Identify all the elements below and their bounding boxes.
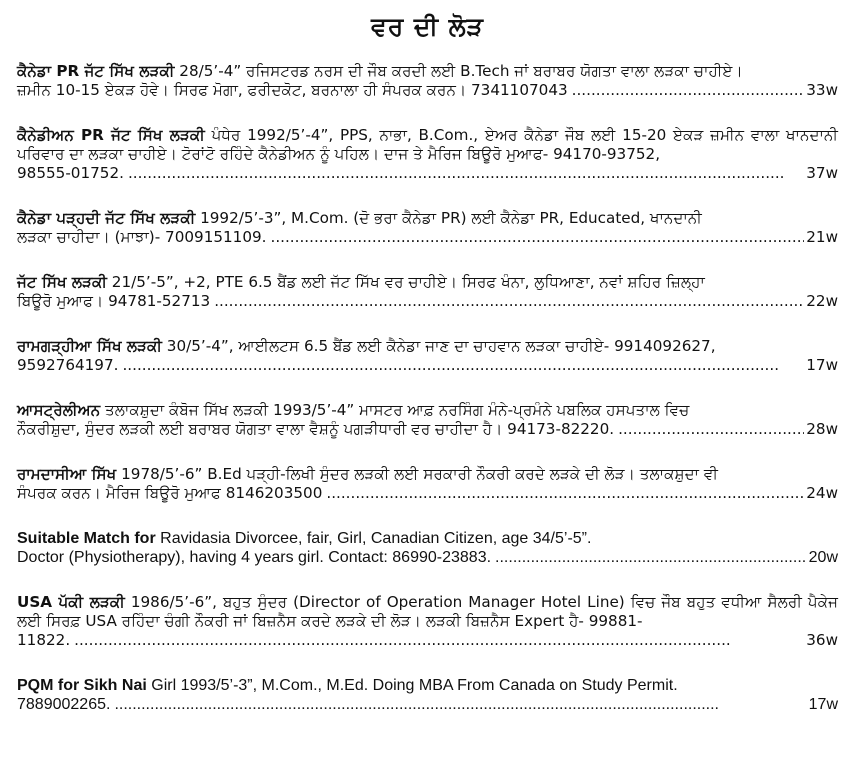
- ad-text: 1978/5’-6” B.Ed ਪੜ੍ਹੀ-ਲਿਖੀ ਸੁੰਦਰ ਲੜਕੀ ਲਈ ਸਰਕਾਰੀ ਨੌਕਰੀ ਕਰਦੇ ਲੜਕੇ ਦੀ ਲੋੜ। ਤਲਾਕਸ਼ੁਦਾ ਵੀ: [116, 465, 718, 483]
- ad-7: [17, 465, 838, 503]
- ad-heading: PQM for Sikh Nai: [17, 677, 147, 694]
- ad-code: 20w: [808, 549, 838, 566]
- ad-heading: ਕੈਨੇਡਾ PR ਜੱਟ ਸਿੱਖ ਲੜਕੀ: [17, 62, 175, 80]
- ad-code: 24w: [806, 484, 838, 502]
- ad-heading: Suitable Match for: [17, 530, 156, 547]
- ad-text: Ravidasia Divorcee, fair, Girl, Canadian Citizen, age 34/5’-5”.: [155, 530, 592, 547]
- ad-text: 21/5’-5”, +2, PTE 6.5 ਬੈਂਡ ਲਈ ਜੱਟ ਸਿੱਖ ਵਰ ਚਾਹੀਏ। ਸਿਰਫ ਖੰਨਾ, ਲੁਧਿਆਣਾ, ਨਵਾਂ ਸ਼ਹਿਰ ਜ਼ਿਲ੍ਹਾ: [106, 273, 705, 291]
- ad-text: ਤਲਾਕਸ਼ੁਦਾ ਕੰਬੋਜ ਸਿੱਖ ਲੜਕੀ 1993/5’-4” ਮਾਸਟਰ ਆਫ਼ ਨਰਸਿੰਗ ਮੰਨੇ-ਪ੍ਰਮੰਨੇ ਪਬਲਿਕ ਹਸਪਤਾਲ ਵਿਚ: [100, 401, 690, 419]
- ad-code: 17w: [806, 356, 838, 374]
- page-title: ਵਰ ਦੀ ਲੋੜ: [371, 12, 484, 41]
- ad-text-last: 98555-01752.: [17, 164, 124, 182]
- ad-text-last: ਸੰਪਰਕ ਕਰਨ। ਮੈਰਿਜ ਬਿਊਰੋ ਮੁਆਫ 8146203500: [17, 484, 323, 502]
- dot-leader: [618, 420, 804, 439]
- ad-5: [17, 337, 838, 375]
- ad-heading: ਰਾਮਗੜ੍ਹੀਆ ਸਿੱਖ ਲੜਕੀ: [17, 337, 162, 355]
- ad-6: [17, 401, 838, 439]
- ad-heading: ਆਸਟ੍ਰੇਲੀਅਨ: [17, 401, 101, 419]
- dot-leader: [271, 228, 805, 247]
- ad-text-last: 11822.: [17, 631, 71, 649]
- dot-leader: [326, 484, 804, 503]
- dot-leader: [114, 695, 806, 714]
- dot-leader: [74, 631, 804, 650]
- ad-text-last: 7889002265.: [17, 696, 111, 713]
- ad-code: 33w: [806, 81, 838, 99]
- dot-leader: [495, 548, 807, 567]
- dot-leader: [214, 292, 804, 311]
- ad-text-last: ਬਿਊਰੋ ਮੁਆਫ। 94781-52713: [17, 292, 211, 310]
- ad-text: 30/5’-4”, ਆਈਲਟਸ 6.5 ਬੈਂਡ ਲਈ ਕੈਨੇਡਾ ਜਾਣ ਦਾ ਚਾਹਵਾਨ ਲੜਕਾ ਚਾਹੀਏ- 9914092627,: [161, 337, 716, 355]
- ad-heading: ਕੈਨੇਡਾ ਪੜ੍ਹਦੀ ਜੱਟ ਸਿੱਖ ਲੜਕੀ: [17, 209, 196, 227]
- ad-text-last: ਨੌਕਰੀਸ਼ੁਦਾ, ਸੁੰਦਰ ਲੜਕੀ ਲਈ ਬਰਾਬਰ ਯੋਗਤਾ ਵਾਲਾ ਵੈਸ਼ਨੂੰ ਪਗੜੀਧਾਰੀ ਵਰ ਚਾਹੀਦਾ ਹੈ। 94173-82220.: [17, 420, 615, 438]
- ad-code: 36w: [806, 631, 838, 649]
- dot-leader: [128, 164, 804, 183]
- ad-heading: ਕੈਨੇਡੀਅਨ PR ਜੱਟ ਸਿੱਖ ਲੜਕੀ: [17, 126, 205, 144]
- ad-text: 28/5’-4” ਰਜਿਸਟਰਡ ਨਰਸ ਦੀ ਜੌਬ ਕਰਦੀ ਲਈ B.Tech ਜਾਂ ਬਰਾਬਰ ਯੋਗਤਾ ਵਾਲਾ ਲੜਕਾ ਚਾਹੀਏ।: [174, 62, 743, 80]
- ad-text-last: ਲੜਕਾ ਚਾਹੀਦਾ। (ਮਾਝਾ)- 7009151109.: [17, 228, 267, 246]
- ad-code: 17w: [808, 696, 838, 713]
- ad-3: [17, 209, 838, 247]
- ad-text-last: 9592764197.: [17, 356, 119, 374]
- ad-10: [17, 676, 838, 714]
- ad-8: [17, 529, 838, 567]
- ad-text: 1992/5’-3”, M.Com. (ਦੋ ਭਰਾ ਕੈਨੇਡਾ PR) ਲਈ ਕੈਨੇਡਾ PR, Educated, ਖਾਨਦਾਨੀ: [195, 209, 702, 227]
- ad-text: 1986/5’-6”, ਬਹੁਤ ਸੁੰਦਰ (Director of Operation Manager Hotel Line) ਵਿਚ ਜੌਬ ਬਹੁਤ ਵਧੀਆ ਸੈਲਰੀ ਪੈਕੇਜ ਲਈ ਸਿਰਫ਼ USA ਰਹਿੰਦਾ ਚੰਗੀ ਨੌਕਰੀ ਜਾਂ ਬਿਜ਼ਨੈਸ ਕਰਦੇ ਲੜਕੇ ਦੀ ਲੋੜ। ਲੜਕੀ ਬਿਜ਼ਨੈਸ Expert ਹੈ- 99881-: [17, 593, 838, 630]
- ad-text: Girl 1993/5’-3”, M.Com., M.Ed. Doing MBA From Canada on Study Permit.: [146, 677, 678, 694]
- ad-2: [17, 126, 838, 183]
- ad-text-last: Doctor (Physiotherapy), having 4 years girl. Contact: 86990-23883.: [17, 549, 492, 566]
- ad-heading: ਰਾਮਦਾਸੀਆ ਸਿੱਖ: [17, 465, 117, 483]
- ad-text: ਪੰਧੇਰ 1992/5’-4”, PPS, ਨਾਭਾ, B.Com., ਏਅਰ ਕੈਨੇਡਾ ਜੌਬ ਲਈ 15-20 ਏਕੜ ਜ਼ਮੀਨ ਵਾਲਾ ਖਾਨਦਾਨੀ ਪਰਿਵਾਰ ਦਾ ਲੜਕਾ ਚਾਹੀਏ। ਟੋਰਾਂਟੋ ਰਹਿੰਦੇ ਕੈਨੇਡੀਅਨ ਨੂੰ ਪਹਿਲ। ਦਾਜ ਤੇ ਮੈਰਿਜ ਬਿਊਰੋ ਮੁਆਫ- 94170-93752,: [17, 126, 838, 163]
- ad-code: 28w: [806, 420, 838, 438]
- ad-1: [17, 62, 838, 100]
- ad-9: [17, 593, 838, 650]
- ad-code: 22w: [806, 292, 838, 310]
- dot-leader: [122, 356, 804, 375]
- ad-code: 37w: [806, 164, 838, 182]
- ad-heading: USA ਪੱਕੀ ਲੜਕੀ: [17, 593, 125, 611]
- ad-code: 21w: [806, 228, 838, 246]
- ad-heading: ਜੱਟ ਸਿੱਖ ਲੜਕੀ: [17, 273, 107, 291]
- dot-leader: [572, 81, 805, 100]
- ad-text-last: ਜ਼ਮੀਨ 10-15 ਏਕੜ ਹੋਵੇ। ਸਿਰਫ ਮੋਗਾ, ਫਰੀਦਕੋਟ, ਬਰਨਾਲਾ ਹੀ ਸੰਪਰਕ ਕਰਨ। 7341107043: [17, 81, 568, 99]
- ad-4: [17, 273, 838, 311]
